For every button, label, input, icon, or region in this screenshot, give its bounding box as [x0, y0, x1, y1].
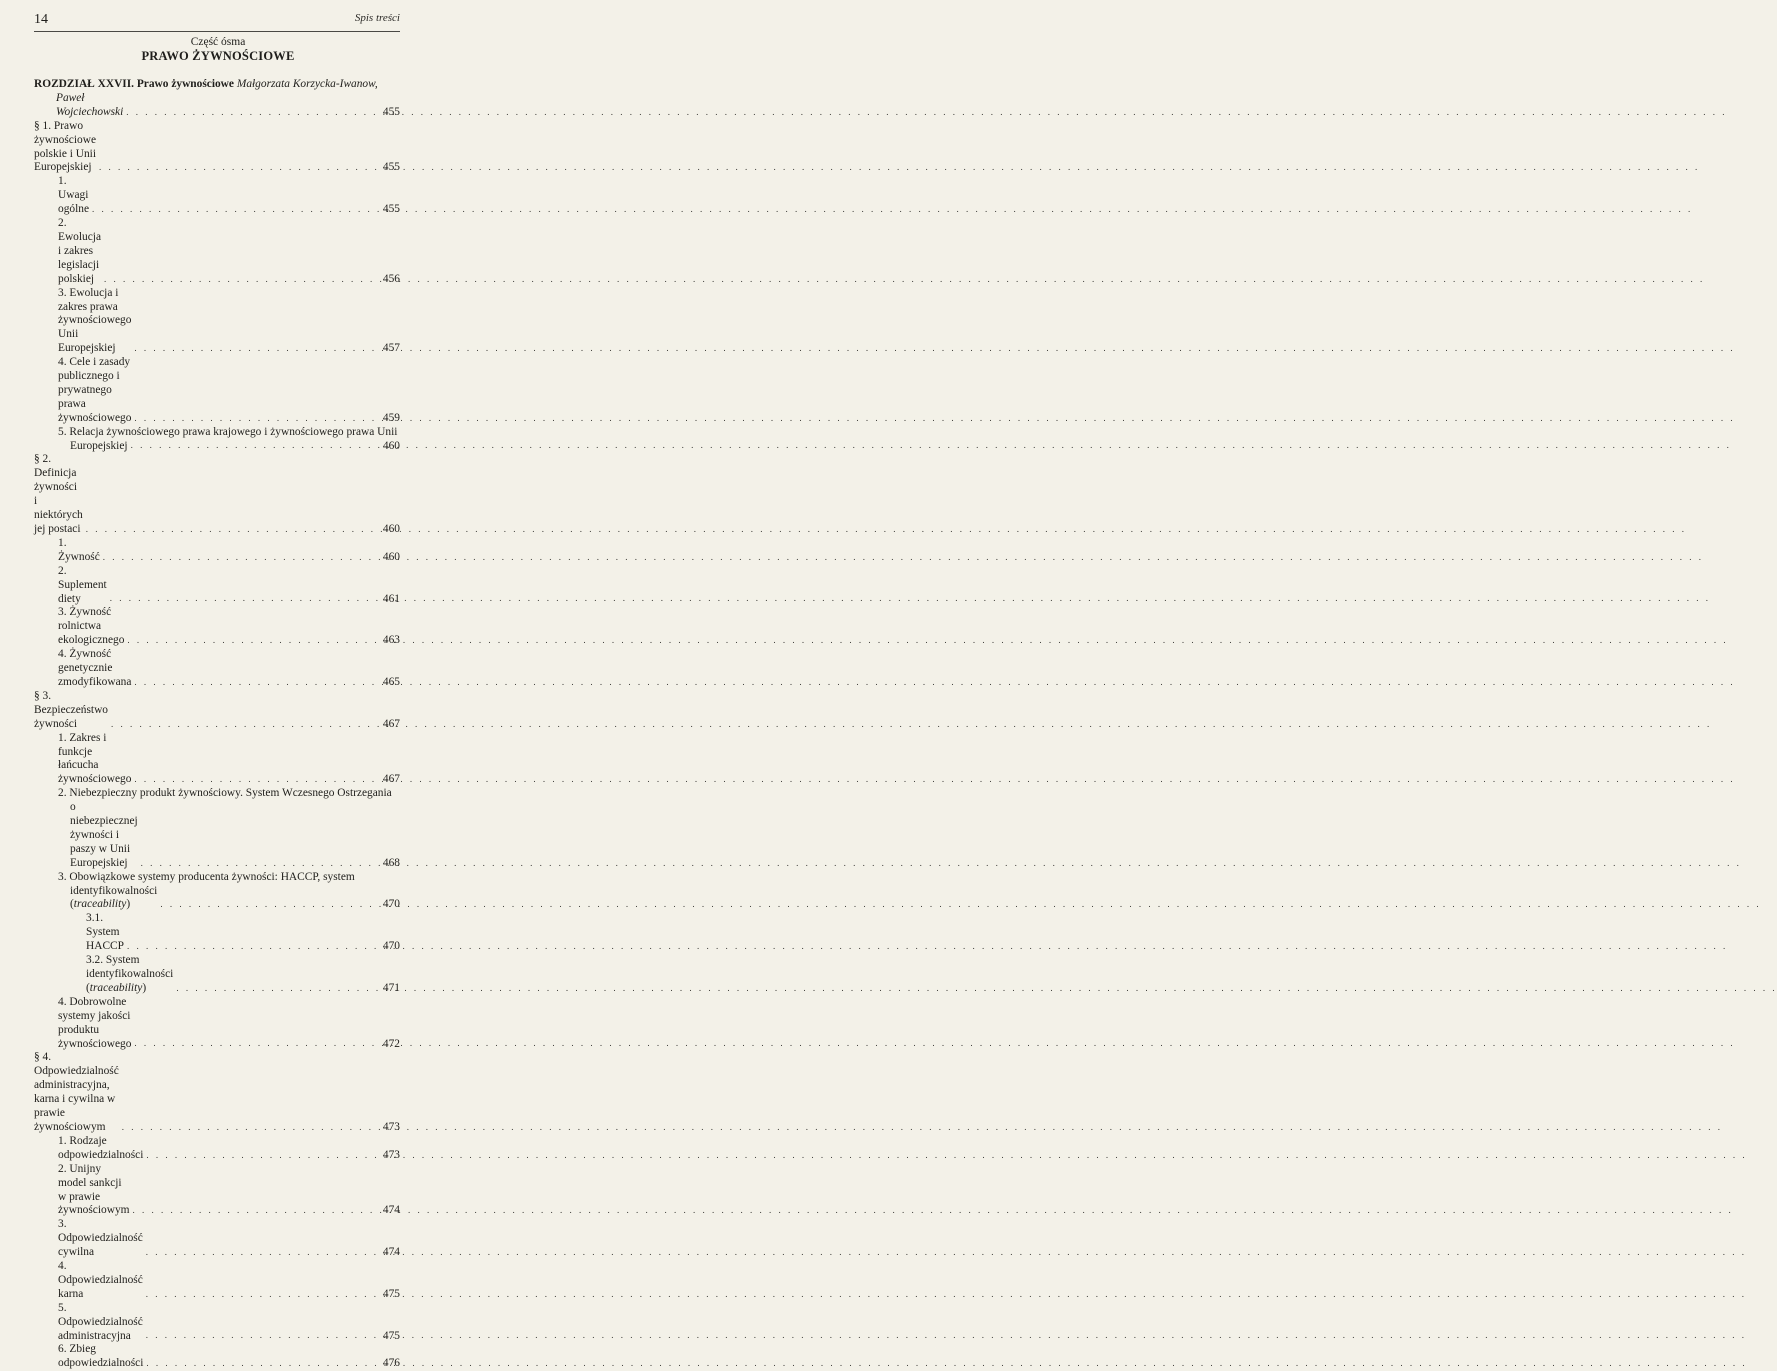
dot-leader: [127, 942, 379, 951]
toc-page-number: 455: [382, 105, 400, 118]
toc-entry-text: § 3. Bezpieczeństwo żywności: [34, 689, 109, 730]
toc-page-number: 457: [382, 342, 400, 355]
toc-entry: [34, 606, 400, 648]
toc-page-number: 471: [382, 981, 400, 994]
dot-leader: [176, 984, 379, 993]
toc-page-number: 470: [382, 898, 400, 911]
toc-entry-text-italic: traceability: [89, 981, 143, 994]
toc-page-number: 467: [382, 773, 400, 786]
toc-entry-text: 5. Odpowiedzialność administracyjna: [58, 1301, 143, 1342]
toc-entry-text-cont: o niebezpiecznej żywności i paszy w Unii Europejskiej: [70, 801, 138, 869]
toc-entry-text: § 1. Prawo żywnościowe polskie i Unii Europejskiej: [34, 119, 97, 174]
toc-entry-text-part: ): [142, 981, 147, 994]
dot-leader: [134, 1039, 379, 1048]
running-title: Spis treści: [354, 12, 400, 24]
toc-entry: [34, 732, 400, 788]
toc-entry-text: 4. Dobrowolne systemy jakości produktu żywnościowego: [58, 995, 132, 1050]
toc-page-number: 473: [382, 1148, 400, 1161]
toc-page-number: 459: [382, 411, 400, 424]
table-of-contents: [34, 73, 400, 1371]
dot-leader: [134, 414, 379, 423]
toc-entry-text: § 2. Definicja żywności i niektórych jej postaci: [34, 453, 83, 535]
toc-page-number: 467: [382, 717, 400, 730]
toc-page-number: 460: [382, 439, 400, 452]
dot-leader: [134, 775, 379, 784]
dot-leader: [122, 1123, 379, 1132]
toc-page-number: 455: [382, 161, 400, 174]
dot-leader: [110, 594, 379, 603]
toc-entries: [34, 120, 400, 1371]
toc-entry-text: 4. Cele i zasady publicznego i prywatnego prawa żywnościowego: [58, 356, 132, 424]
toc-entry: [34, 996, 400, 1052]
toc-entry-text: 3. Żywność rolnictwa ekologicznego: [58, 606, 125, 647]
toc-entry-text-part: ): [126, 898, 131, 911]
toc-entry-text: [34, 954, 173, 996]
dot-leader: [127, 636, 379, 645]
dot-leader: [99, 163, 379, 172]
toc-chapter-entry: [34, 78, 400, 92]
toc-entry: [34, 1051, 400, 1134]
toc-page-number: 473: [382, 1120, 400, 1133]
chapter-authors: Małgorzata Korzycka-Iwanow,: [236, 78, 378, 90]
toc-entry: [34, 1218, 400, 1260]
toc-entry: [34, 426, 400, 440]
toc-chapter-entry-cont: [34, 92, 400, 120]
toc-entry: [34, 287, 400, 357]
toc-entry-text-cont: [34, 885, 157, 913]
toc-entry-text: 4. Żywność genetycznie zmodyfikowana: [58, 648, 132, 688]
toc-entry-continuation: [34, 801, 400, 871]
toc-entry-text: 5. Relacja żywnościowego prawa krajowego i żywnościowego prawa Unii: [58, 425, 398, 438]
toc-entry-text: 1. Rodzaje odpowiedzialności: [58, 1134, 144, 1161]
toc-page-number: 470: [382, 940, 400, 953]
toc-page-number: 461: [382, 592, 400, 605]
toc-entry-text: 3. Obowiązkowe systemy producenta żywności: HACCP, system: [58, 870, 355, 883]
dot-leader: [86, 525, 379, 534]
toc-page-number: 474: [382, 1246, 400, 1259]
toc-entry: [34, 537, 400, 565]
toc-entry-text: 6. Zbieg odpowiedzialności: [58, 1343, 144, 1370]
dot-leader: [146, 1151, 379, 1160]
dot-leader: [103, 553, 379, 562]
dot-leader: [92, 205, 379, 214]
page-number: 14: [34, 12, 48, 27]
toc-entry: [34, 217, 400, 287]
dot-leader: [146, 1248, 379, 1257]
toc-page-number: 465: [382, 675, 400, 688]
toc-entry: [34, 356, 400, 426]
toc-page-number: 463: [382, 634, 400, 647]
toc-entry: [34, 120, 400, 176]
toc-entry-text: 2. Suplement diety: [58, 564, 107, 605]
toc-entry: [34, 787, 400, 801]
dot-leader: [134, 344, 379, 353]
toc-entry-text: 2. Unijny model sankcji w prawie żywnościowym: [58, 1162, 130, 1217]
toc-page-number: 475: [382, 1329, 400, 1342]
toc-entry-text-part: 3.2. System identyfikowalności (: [86, 954, 174, 994]
toc-page-number: 460: [382, 523, 400, 535]
toc-page-number: 455: [382, 203, 400, 216]
toc-entry-text: 4. Odpowiedzialność karna: [58, 1260, 143, 1300]
dot-leader: [131, 441, 379, 450]
toc-entry-text-part: identyfikowalności (: [70, 884, 158, 911]
toc-entry-text-italic: traceability: [73, 898, 127, 911]
toc-entry-text: 1. Żywność: [58, 536, 100, 563]
toc-entry-text: 3.1. System HACCP: [86, 912, 124, 953]
chapter-authors-2: Paweł Wojciechowski: [56, 91, 124, 118]
toc-page-number: 468: [382, 856, 400, 869]
dot-leader: [104, 275, 379, 284]
toc-entry-text: 2. Ewolucja i zakres legislacji polskiej: [58, 217, 102, 285]
toc-entry: [34, 175, 400, 217]
toc-entry: [34, 648, 400, 690]
dot-leader: [134, 678, 379, 687]
dot-leader: [146, 1359, 379, 1368]
toc-entry: [34, 1135, 400, 1163]
dot-leader: [160, 900, 379, 909]
toc-page-number: 474: [382, 1204, 400, 1217]
header-rule: [34, 31, 400, 32]
toc-entry-text: 2. Niebezpieczny produkt żywnościowy. System Wczesnego Ostrzegania: [58, 787, 392, 800]
toc-entry-text: 3. Odpowiedzialność cywilna: [58, 1218, 143, 1259]
dot-leader: [133, 1206, 380, 1215]
toc-entry: [34, 954, 400, 996]
toc-entry-text: 3. Ewolucja i zakres prawa żywnościowego Unii Europejskiej: [58, 286, 132, 355]
toc-entry: [34, 1260, 400, 1302]
toc-entry: [34, 690, 400, 732]
toc-entry: [34, 1343, 400, 1371]
dot-leader: [141, 859, 379, 868]
part-title: PRAWO ŻYWNOŚCIOWE: [141, 49, 295, 63]
toc-entry-text: 1. Uwagi ogólne: [58, 175, 90, 216]
toc-page-number: 472: [382, 1037, 400, 1050]
dot-leader: [146, 1331, 379, 1340]
toc-entry-text-cont: Europejskiej: [70, 439, 128, 452]
toc-entry: [34, 1163, 400, 1219]
toc-entry: [34, 912, 400, 954]
dot-leader: [146, 1290, 379, 1299]
toc-entry-continuation: [34, 440, 400, 454]
toc-entry-text: 1. Zakres i funkcje łańcucha żywnościowego: [58, 731, 132, 786]
dot-leader: [126, 108, 379, 117]
toc-entry-text: § 4. Odpowiedzialność administracyjna, karna i cywilna w prawie żywnościowym: [34, 1051, 119, 1133]
dot-leader: [111, 720, 379, 729]
toc-entry: [34, 871, 400, 885]
toc-page-number: 460: [382, 550, 400, 563]
toc-entry: [34, 453, 400, 536]
toc-entry-continuation: [34, 885, 400, 913]
toc-entry: [34, 565, 400, 607]
toc-page-number: 475: [382, 1287, 400, 1300]
chapter-label: ROZDZIAŁ XXVII. Prawo żywnościowe: [34, 78, 234, 90]
part-number-line: Część ósma: [190, 36, 246, 48]
toc-page-number: 456: [382, 272, 400, 285]
toc-entry: [34, 1302, 400, 1344]
toc-page-number: 476: [382, 1357, 400, 1370]
